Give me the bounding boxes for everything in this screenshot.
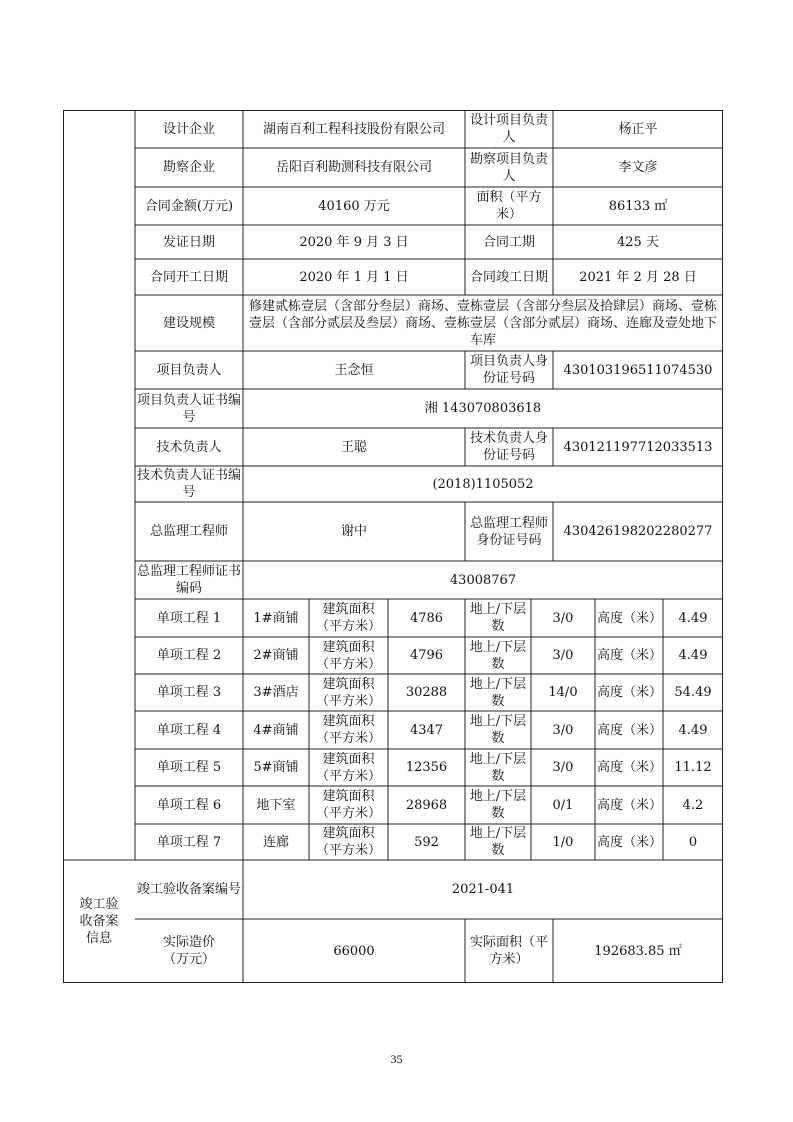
tech-lead-id-label: 技术负责人身份证号码 (469, 431, 548, 463)
pm-value: 王念恒 (334, 362, 374, 378)
sub-project-height: 4.49 (678, 722, 708, 738)
pm-id-value: 430103196511074530 (563, 362, 713, 378)
sub-project-height-label: 高度（米） (597, 685, 663, 700)
sub-project-floors-label: 地上/下层数 (469, 789, 527, 821)
sub-project-building: 1#商铺 (253, 610, 299, 626)
sub-project-area: 592 (414, 834, 439, 850)
pm-id-label: 项目负责人身份证号码 (469, 354, 548, 386)
sub-project-area: 4796 (409, 648, 444, 663)
completion-record-no-label: 竣工验收备案编号 (137, 882, 242, 897)
actual-cost-value: 66000 (333, 943, 375, 959)
scale-label: 建设规模 (162, 315, 215, 331)
sub-project-area-label: 建筑面积（平方米） (315, 826, 381, 858)
pm-label: 项目负责人 (156, 362, 222, 378)
finish-date-label: 合同竣工日期 (469, 269, 548, 285)
tech-lead-id-value: 430121197712033513 (563, 439, 713, 455)
sub-project-building: 2#商铺 (253, 648, 299, 663)
sub-project-floors-label: 地上/下层数 (469, 602, 527, 634)
sub-project-floors: 0/1 (552, 797, 574, 813)
design-lead-label: 设计项目负责人 (469, 113, 548, 145)
issue-date-label: 发证日期 (162, 234, 215, 250)
sub-project-name: 单项工程 2 (156, 648, 222, 663)
sub-project-floors-label: 地上/下层数 (469, 639, 527, 672)
survey-lead-value: 李文彦 (618, 160, 658, 175)
sub-project-name: 单项工程 5 (156, 760, 222, 775)
contract-amount-label: 合同金额(万元) (144, 198, 234, 214)
tech-cert-label: 技术负责人证书编号 (137, 468, 242, 500)
sub-project-area-label: 建筑面积（平方米） (315, 751, 381, 784)
sub-project-floors-label: 地上/下层数 (469, 751, 527, 784)
pm-cert-label: 项目负责人证书编号 (137, 392, 242, 425)
sub-project-floors-label: 地上/下层数 (469, 826, 527, 858)
chief-supervisor-id-label: 总监理工程师身份证号码 (469, 515, 548, 548)
completion-record-no-value: 2021-041 (451, 882, 515, 897)
chief-supervisor-label: 总监理工程师 (149, 524, 228, 539)
chief-cert-value: 43008767 (449, 572, 517, 588)
survey-company-value: 岳阳百利勘测科技有限公司 (275, 160, 432, 175)
design-lead-value: 杨正平 (618, 121, 658, 137)
sub-project-area-label: 建筑面积（平方米） (315, 714, 381, 746)
sub-project-floors: 3/0 (552, 648, 574, 663)
sub-project-name: 单项工程 4 (156, 722, 222, 738)
sub-project-height: 4.49 (678, 610, 708, 626)
sub-project-building: 3#酒店 (253, 685, 299, 700)
project-info-table (63, 110, 723, 983)
sub-project-building: 5#商铺 (253, 760, 299, 775)
sub-project-area-label: 建筑面积（平方米） (315, 676, 381, 709)
survey-company-label: 勘察企业 (162, 160, 215, 175)
design-company-label: 设计企业 (162, 121, 215, 137)
sub-project-building: 4#商铺 (253, 722, 299, 738)
sub-project-name: 单项工程 1 (156, 610, 222, 626)
sub-project-area: 28968 (405, 797, 448, 813)
sub-project-floors: 3/0 (552, 722, 574, 738)
sub-project-height-label: 高度（米） (597, 610, 663, 626)
sub-project-building: 连廊 (262, 834, 289, 850)
sub-project-floors: 14/0 (548, 685, 578, 700)
sub-project-floors: 3/0 (552, 760, 574, 775)
sub-project-height-label: 高度（米） (597, 797, 663, 813)
tech-lead-value: 王聪 (340, 439, 367, 455)
sub-project-floors-label: 地上/下层数 (469, 676, 527, 709)
sub-project-name: 单项工程 7 (156, 834, 222, 850)
sub-project-name: 单项工程 6 (156, 797, 222, 813)
sub-project-height: 54.49 (674, 685, 712, 700)
chief-supervisor-value: 谢中 (340, 524, 367, 539)
sub-project-height-label: 高度（米） (597, 760, 663, 775)
duration-label: 合同工期 (482, 234, 535, 250)
tech-cert-value: (2018)1105052 (432, 476, 534, 492)
sub-project-height: 4.2 (682, 797, 704, 813)
sub-project-height: 4.49 (678, 648, 708, 663)
chief-cert-label: 总监理工程师证书编码 (137, 564, 242, 596)
chief-supervisor-id-value: 430426198202280277 (563, 524, 713, 539)
sub-project-name: 单项工程 3 (156, 685, 222, 700)
sub-project-area: 4786 (409, 610, 444, 626)
sub-project-area: 4347 (409, 722, 444, 738)
page-number: 35 (390, 1052, 403, 1066)
area-label: 面积（平方米） (476, 190, 542, 222)
start-date-value: 2020 年 1 月 1 日 (299, 269, 409, 285)
tech-lead-label: 技术负责人 (156, 439, 222, 455)
completion-section-label: 竣工验收备案信息 (79, 897, 119, 946)
sub-project-height-label: 高度（米） (597, 722, 663, 738)
start-date-label: 合同开工日期 (149, 269, 228, 285)
sub-project-area: 30288 (405, 685, 448, 700)
sub-project-building: 地下室 (256, 797, 296, 813)
sub-project-area-label: 建筑面积（平方米） (315, 639, 381, 672)
actual-area-label: 实际面积（平方米） (469, 935, 548, 967)
sub-project-area: 12356 (405, 760, 448, 775)
duration-value: 425 天 (617, 234, 659, 250)
pm-cert-value: 湘 143070803618 (424, 401, 542, 416)
issue-date-value: 2020 年 9 月 3 日 (299, 234, 409, 250)
scale-value: 修建贰栋壹层（含部分叁层）商场、壹栋壹层（含部分叁层及拾肆层）商场、壹栋壹层（含部分贰层及叁层）商场、壹栋壹层（含部分贰层）商场、连廊及壹处地下车库 (249, 298, 718, 348)
sub-project-height-label: 高度（米） (597, 648, 663, 663)
actual-area-value: 192683.85 ㎡ (594, 943, 682, 959)
sub-project-area-label: 建筑面积（平方米） (315, 789, 381, 821)
area-value: 86133 ㎡ (608, 198, 668, 214)
sub-project-area-label: 建筑面积（平方米） (315, 602, 381, 634)
design-company-value: 湖南百利工程科技股份有限公司 (262, 121, 445, 137)
actual-cost-label: 实际造价（万元） (162, 935, 215, 967)
sub-project-height: 11.12 (674, 760, 712, 775)
sub-project-floors: 1/0 (552, 834, 574, 850)
sub-project-floors: 3/0 (552, 610, 574, 626)
sub-project-height-label: 高度（米） (597, 834, 663, 850)
contract-amount-value: 40160 万元 (318, 198, 390, 214)
finish-date-value: 2021 年 2 月 28 日 (579, 269, 697, 285)
survey-lead-label: 勘察项目负责 人 (469, 151, 548, 184)
sub-project-height: 0 (688, 834, 698, 850)
sub-project-floors-label: 地上/下层数 (469, 714, 527, 746)
